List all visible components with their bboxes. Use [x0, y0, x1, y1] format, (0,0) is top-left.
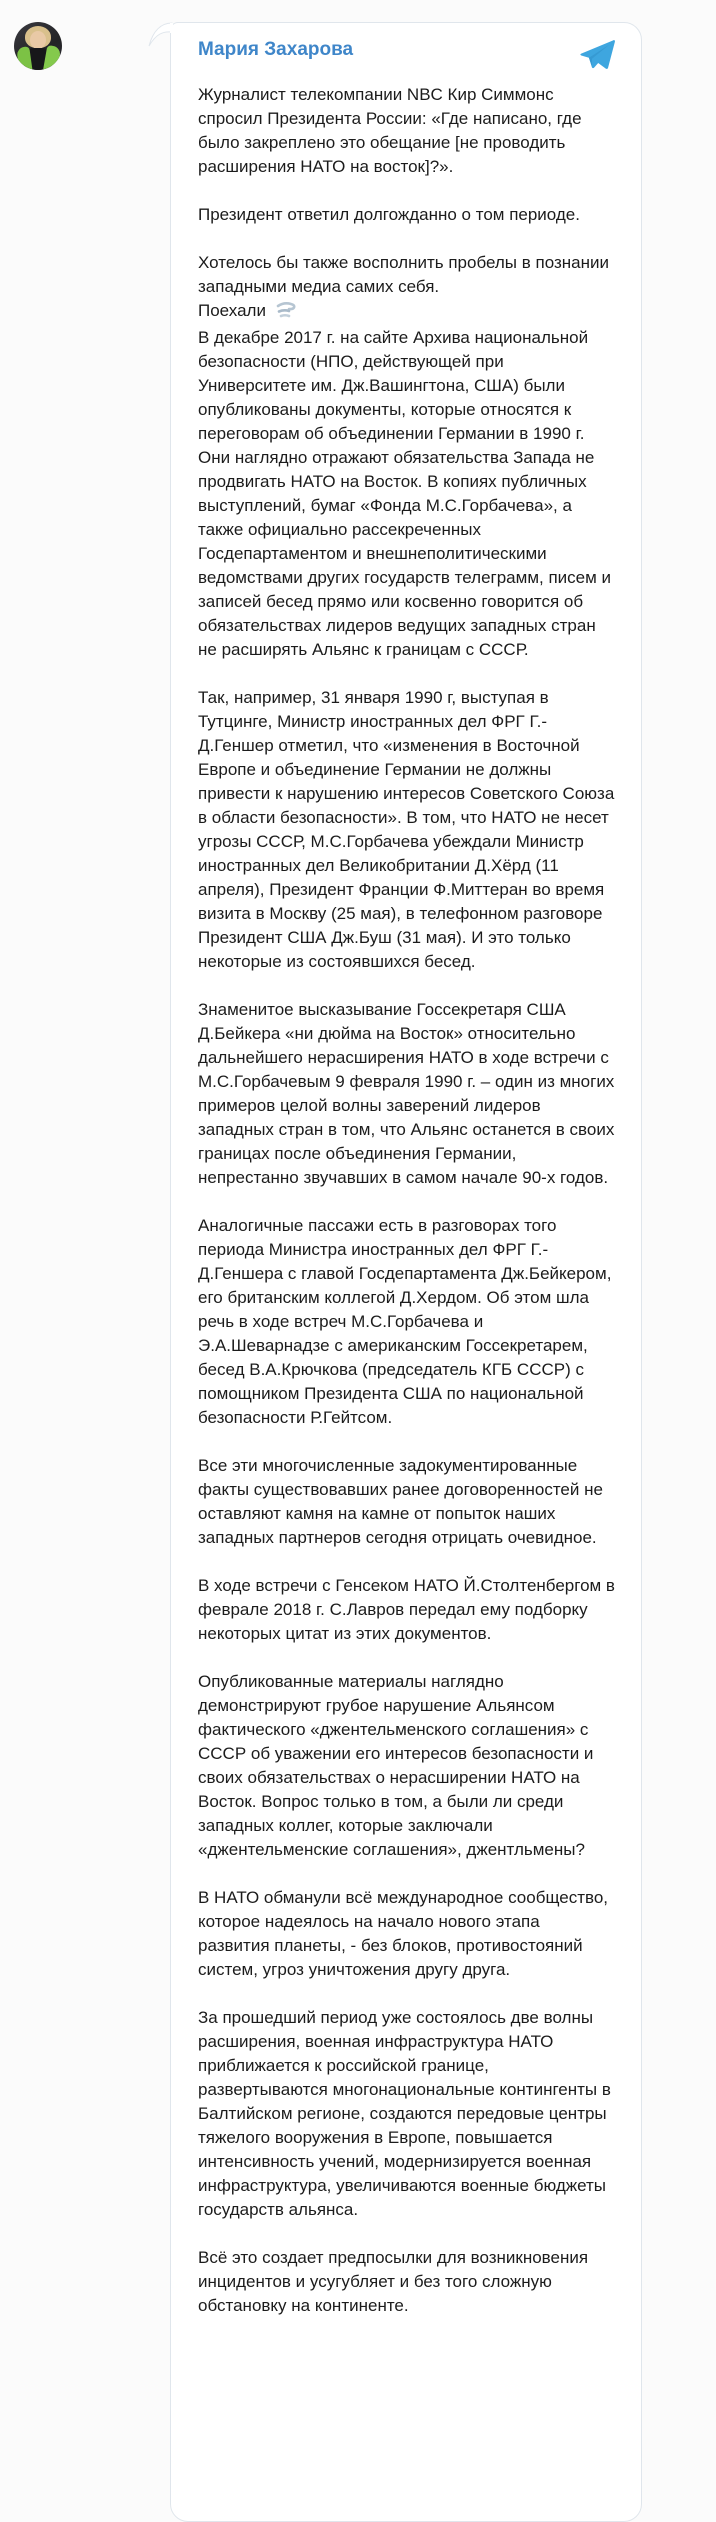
- author-name[interactable]: Мария Захарова: [198, 39, 354, 60]
- text-block: Так, например, 31 января 1990 г, выступая в Тутцинге, Министр иностранных дел ФРГ Г.-Д.Геншер отметил, что «изменения в Восточной Европе и объединение Германии не должны привести к нарушению интересов Советского Союза в области безопасности». В том, что НАТО не несет угрозы СССР, М.С.Горбачева убеждали Министр иностранных дел Великобритании Д.Хёрд (11 апреля), Президент Франции Ф.Миттеран во время визита в Москву (25 мая), в телефонном разговоре Президент США Дж.Буш (31 мая). И это только некоторые из состоявшихся бесед.: [198, 688, 615, 971]
- text-block: Президент ответил долгожданно о том периоде.: [198, 205, 580, 224]
- text-block: Журналист телекомпании NBC Кир Симмонс спросил Президента России: «Где написано, где было закреплено это обещание [не проводить расширения НАТО на восток]?».: [198, 85, 582, 176]
- text-block: За прошедший период уже состоялось две волны расширения, военная инфраструктура НАТО приближается к российской границе, развертываются многонациональные контингенты в Балтийском регионе, создаются передовые центры тяжелого вооружения в Европе, повышается интенсивность учений, модернизируется военная инфраструктура, увеличиваются военные бюджеты государств альянса.: [198, 2008, 611, 2219]
- text-block: Хотелось бы также восполнить пробелы в познании западными медиа самих себя. Поехали В декабре 2017 г. на сайте Архива национальной безопасности (НПО, действующей при Университете им. Дж.Вашингтона, США) были опубликованы документы, которые относятся к переговорам об объединении Германии в 1990 г. Они наглядно отражают обязательства Запада не продвигать НАТО на Восток. В копиях публичных выступлений, бумаг «Фонда М.С.Горбачева», а также официально рассекреченных Госдепартаментом и внешнеполитическими ведомствами других государств телеграмм, писем и записей бесед прямо или косвенно говорится об обязательствах лидеров ведущих западных стран не расширять Альянс к границам с СССР.: [198, 253, 612, 659]
- text-block: В НАТО обманули всё международное сообщество, которое надеялось на начало нового этапа развития планеты, - без блоков, противостояний систем, угроз уничтожения другу друга.: [198, 1888, 609, 1979]
- avatar[interactable]: [14, 22, 62, 70]
- text-block: Знаменитое высказывание Госсекретаря США Д.Бейкера «ни дюйма на Восток» относительно дальнейшего нерасширения НАТО в ходе встречи с М.С.Горбачевым 9 февраля 1990 г. – один из многих примеров целой волны заверений лидеров западных стран в том, что Альянс останется в своих границах после объединения Германии, непрестанно звучавших в самом начале 90-х годов.: [198, 1000, 615, 1187]
- message-header: [198, 37, 615, 71]
- text-block: Все эти многочисленные задокументированные факты существовавших ранее договоренностей не оставляют камня на камне от попыток наших западных партнеров сегодня отрицать очевидное.: [198, 1456, 603, 1547]
- message-text: [198, 83, 615, 2318]
- message-bubble: [170, 22, 642, 2522]
- text-block: Аналогичные пассажи есть в разговорах того периода Министра иностранных дел ФРГ Г.-Д.Геншера с главой Госдепартамента Дж.Бейкером, его британским коллегой Д.Хердом. Об этом шла речь в ходе встреч М.С.Горбачева и Э.А.Шеварнадзе с американским Госсекретарем, бесед В.А.Крючкова (председатель КГБ СССР) с помощником Президента США по национальной безопасности Р.Гейтсом.: [198, 1216, 612, 1427]
- bubble-tail: [148, 22, 173, 54]
- text-block: Всё это создает предпосылки для возникновения инцидентов и усугубляет и без того сложную обстановку на континенте.: [198, 2248, 589, 2315]
- dashing-away-emoji: [276, 302, 297, 326]
- text-block: В ходе встречи с Генсеком НАТО Й.Столтенбергом в феврале 2018 г. С.Лавров передал ему подборку некоторых цитат из этих документов.: [198, 1576, 615, 1643]
- avatar-face: [30, 31, 46, 49]
- telegram-plane-icon[interactable]: [579, 39, 615, 71]
- text-block: Опубликованные материалы наглядно демонстрируют грубое нарушение Альянсом фактического «джентельменского соглашения» с СССР об уважении его интересов безопасности и своих обязательствах о нерасширении НАТО на Восток. Вопрос только в том, а были ли среди западных коллег, которые заключали «джентельменские соглашения», джентльмены?: [198, 1672, 594, 1859]
